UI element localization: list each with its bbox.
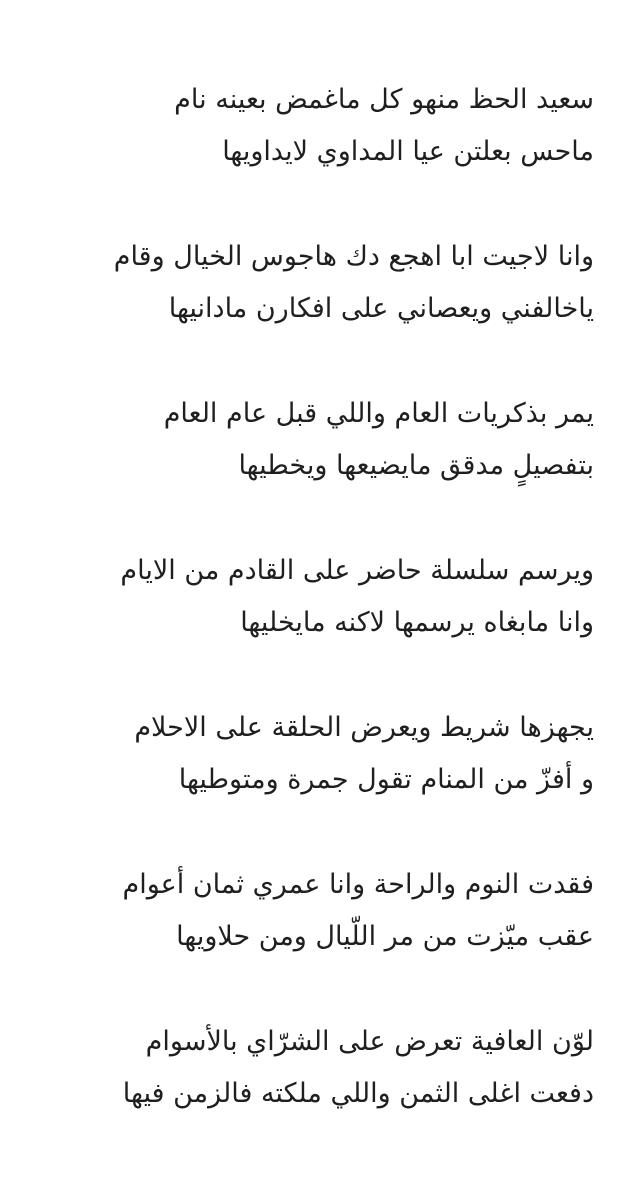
verse-line: ياخالفني ويعصاني على افكارن مادانيها (168, 293, 594, 324)
verse-line: عقب ميّزت من مر اللّيال ومن حلاويها (176, 921, 594, 952)
stanza (34, 231, 594, 335)
stanza (34, 859, 594, 963)
verse-line: ويرسم سلسلة حاضر على القادم من الايام (120, 555, 594, 586)
verse-line: دفعت اغلى الثمن واللي ملكته فالزمن فيها (122, 1078, 594, 1109)
stanza (34, 545, 594, 649)
verse-line: سعيد الحظ منهو كل ماغمض بعينه نام (174, 84, 594, 115)
stanza (34, 388, 594, 492)
verse-line: وانا مابغاه يرسمها لاكنه مايخليها (240, 607, 594, 638)
stanza (34, 702, 594, 806)
stanza (34, 1016, 594, 1120)
verse-line: يمر بذكريات العام واللي قبل عام العام (163, 398, 594, 429)
verse-line: فقدت النوم والراحة وانا عمري ثمان أعوام (122, 869, 594, 900)
verse-line: يجهزها شريط ويعرض الحلقة على الاحلام (134, 712, 594, 743)
verse-line: وانا لاجيت ابا اهجع دك هاجوس الخيال وقام (113, 241, 594, 272)
poem-text (34, 74, 594, 1173)
verse-line: ماحس بعلتن عيا المداوي لايداويها (222, 136, 594, 167)
verse-line: و أفزّ من المنام تقول جمرة ومتوطيها (178, 764, 594, 795)
verse-line: بتفصيلٍ مدقق مايضيعها ويخطيها (238, 450, 594, 481)
verse-line: لوّن العافية تعرض على الشرّاي بالأسوام (145, 1026, 594, 1057)
stanza (34, 74, 594, 178)
